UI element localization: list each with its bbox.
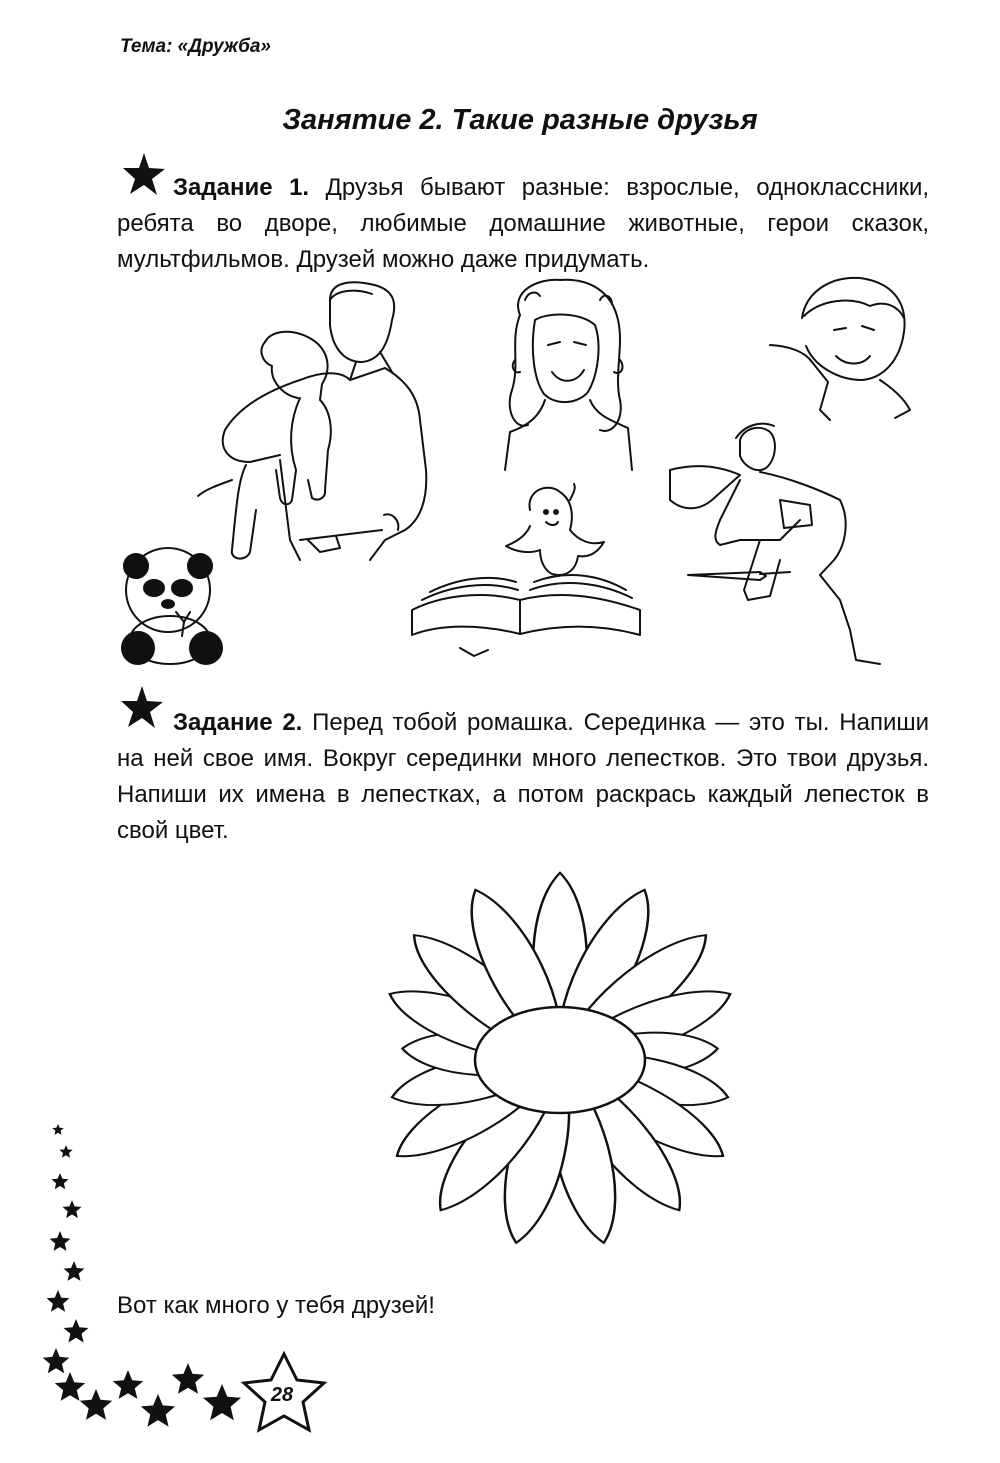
decorative-star-icon xyxy=(63,1200,82,1218)
page-number: 28 xyxy=(270,1384,294,1406)
task2-text: Перед тобой ромашка. Серединка — это ты. Напиши на ней свое имя. Вокруг серединки много лепестков. Это твои друзья. Напиши их имена в лепестках, а потом раскрась каждый лепесток в свой цвет. xyxy=(117,709,930,844)
decorative-star-icon xyxy=(80,1389,112,1420)
decorative-star-icon xyxy=(52,1124,63,1135)
decorative-star-icon xyxy=(172,1363,204,1394)
topic-header: Тема: «Дружба» xyxy=(120,36,271,57)
task1-label: Задание 1. xyxy=(173,174,310,201)
decorative-star-icon xyxy=(47,1290,70,1312)
decorative-star-icon xyxy=(51,1173,68,1189)
task2-label: Задание 2. xyxy=(173,709,303,736)
decorative-star-icon xyxy=(64,1319,89,1343)
closing-sentence: Вот как много у тебя друзей! xyxy=(117,1292,435,1319)
decorative-star-icon xyxy=(59,1145,72,1158)
decorative-star-icon xyxy=(55,1372,85,1401)
decorative-star-icon xyxy=(141,1394,175,1427)
decorative-star-icon xyxy=(43,1348,70,1373)
decorative-star-icon xyxy=(113,1370,143,1399)
lesson-title: Занятие 2. Такие разные друзья xyxy=(282,104,758,136)
decorative-star-icon xyxy=(203,1384,241,1420)
task1-text: Друзья бывают разные: взрослые, одноклассники, ребята во дворе, любимые домашние животные, герои сказок, мультфильмов. Друзей можно даже придумать. xyxy=(117,174,930,273)
decorative-star-icon xyxy=(64,1261,85,1281)
decorative-star-icon xyxy=(50,1231,71,1251)
